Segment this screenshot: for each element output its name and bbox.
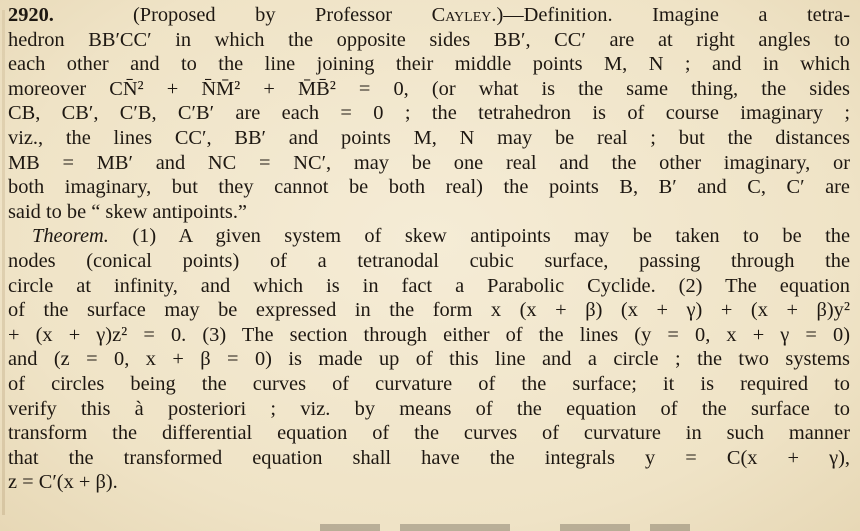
definition-start: .)—Definition. Imagine a tetra- — [491, 4, 850, 26]
proposer-name: Cayley — [431, 4, 492, 26]
theorem-line-4: of the surface may be expressed in the form x (x + β) (x + γ) + (x + β)y² — [8, 299, 850, 322]
theorem-line-11: z = C′(x + β). — [8, 471, 118, 494]
problem-text-block — [8, 3, 850, 495]
problem-line-6: viz., the lines CC′, BB′ and points M, N may be real ; but the distances — [8, 126, 850, 149]
theorem-line-3: circle at infinity, and which is in fact a Parabolic Cyclide. (2) The equation — [8, 274, 850, 297]
theorem-label: Theorem. — [32, 225, 109, 248]
problem-line-8: both imaginary, but they cannot be both real) the points B, B′ and C, C′ are — [8, 176, 850, 199]
theorem-line-6: and (z = 0, x + β = 0) is made up of this line and a circle ; the two systems — [8, 348, 850, 371]
problem-line-3: each other and to the line joining their middle points M, N ; and in which — [8, 53, 850, 76]
problem-number: 2920. — [8, 4, 54, 26]
problem-line-9: said to be “ skew antipoints.” — [8, 200, 247, 223]
theorem-line-9: transform the differential equation of the curves of curvature in such manner — [8, 422, 850, 445]
cut-off-next-line — [0, 522, 860, 531]
theorem-line-10: that the transformed equation shall have the integrals y = C(x + γ), — [8, 446, 850, 469]
proposer-lead: (Proposed by Professor — [132, 4, 432, 26]
theorem-line-1 — [8, 224, 850, 249]
problem-line-4: moreover CN̄² + N̄M̄² + M̄B̄² = 0, (or what is the same thing, the sides — [8, 77, 850, 100]
theorem-line-5: + (x + γ)z² = 0. (3) The section through either of the lines (y = 0, x + γ = 0) — [8, 323, 850, 346]
problem-line-1 — [8, 3, 850, 28]
page-edge-shadow — [2, 10, 5, 515]
theorem-line-1-text: (1) A given system of skew antipoints may be taken to be the — [132, 225, 850, 248]
problem-line-5: CB, CB′, C′B, C′B′ are each = 0 ; the tetrahedron is of course imaginary ; — [8, 102, 850, 125]
problem-line-7: MB = MB′ and NC = NC′, may be one real and the other imaginary, or — [8, 151, 850, 174]
theorem-line-7: of circles being the curves of curvature of the surface; it is required to — [8, 372, 850, 395]
theorem-line-8: verify this à posteriori ; viz. by means of the equation of the surface to — [8, 397, 850, 420]
theorem-line-2: nodes (conical points) of a tetranodal cubic surface, passing through the — [8, 249, 850, 272]
problem-line-2: hedron BB′CC′ in which the opposite sides BB′, CC′ are at right angles to — [8, 28, 850, 51]
